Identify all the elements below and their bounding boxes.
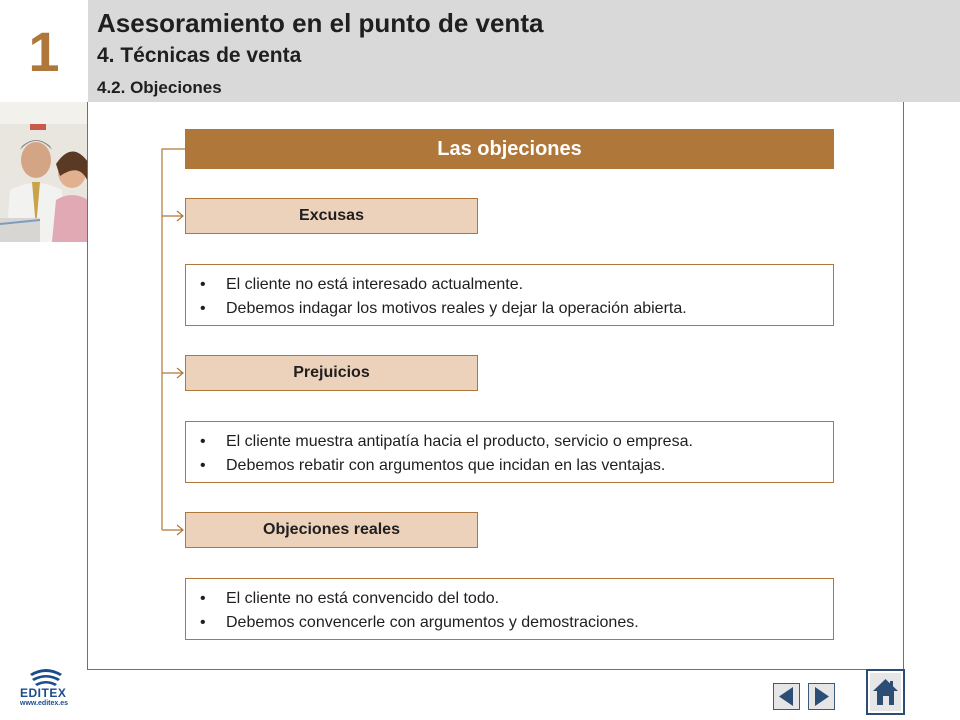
- next-arrow-icon: [809, 684, 834, 709]
- logo-url: www.editex.es: [20, 700, 68, 707]
- previous-arrow-icon: [774, 684, 799, 709]
- bullet-icon: •: [200, 433, 206, 450]
- editex-logo-icon: [26, 666, 66, 686]
- bullet-icon: •: [200, 300, 206, 317]
- list-item: • El cliente muestra antipatía hacia el producto, servicio o empresa.: [200, 430, 823, 454]
- list-item: • Debemos indagar los motivos reales y dejar la operación abierta.: [200, 297, 823, 321]
- detail-excusas: [185, 264, 834, 326]
- unit-number: 1: [28, 19, 60, 83]
- list-item: • Debemos convencerle con argumentos y demostraciones.: [200, 611, 823, 635]
- header-photo: [0, 102, 88, 242]
- list-item: • Debemos rebatir con argumentos que incidan en las ventajas.: [200, 454, 823, 478]
- home-button[interactable]: [866, 669, 905, 715]
- list-item: • El cliente no está interesado actualmente.: [200, 273, 823, 297]
- bullet-icon: •: [200, 457, 206, 474]
- bullet-icon: •: [200, 590, 206, 607]
- category-prejuicios: Prejuicios: [185, 355, 478, 391]
- bullet-icon: •: [200, 276, 206, 293]
- category-excusas: Excusas: [185, 198, 478, 234]
- people-photo-illustration: [0, 102, 88, 242]
- editex-logo: [16, 666, 76, 712]
- logo-text: EDITEX: [20, 686, 67, 700]
- detail-prejuicios: [185, 421, 834, 483]
- page-title: Asesoramiento en el punto de venta: [97, 8, 544, 38]
- detail-objeciones-reales: [185, 578, 834, 640]
- previous-button[interactable]: [773, 683, 800, 710]
- diagram-heading: Las objeciones: [185, 129, 834, 169]
- section-title: 4.2. Objeciones: [97, 78, 222, 97]
- unit-number-badge: [0, 0, 88, 102]
- list-item: • El cliente no está convencido del todo.: [200, 587, 823, 611]
- next-button[interactable]: [808, 683, 835, 710]
- page-subtitle: 4. Técnicas de venta: [97, 44, 302, 67]
- category-objeciones-reales: Objeciones reales: [185, 512, 478, 548]
- bullet-icon: •: [200, 614, 206, 631]
- home-icon: [868, 671, 903, 713]
